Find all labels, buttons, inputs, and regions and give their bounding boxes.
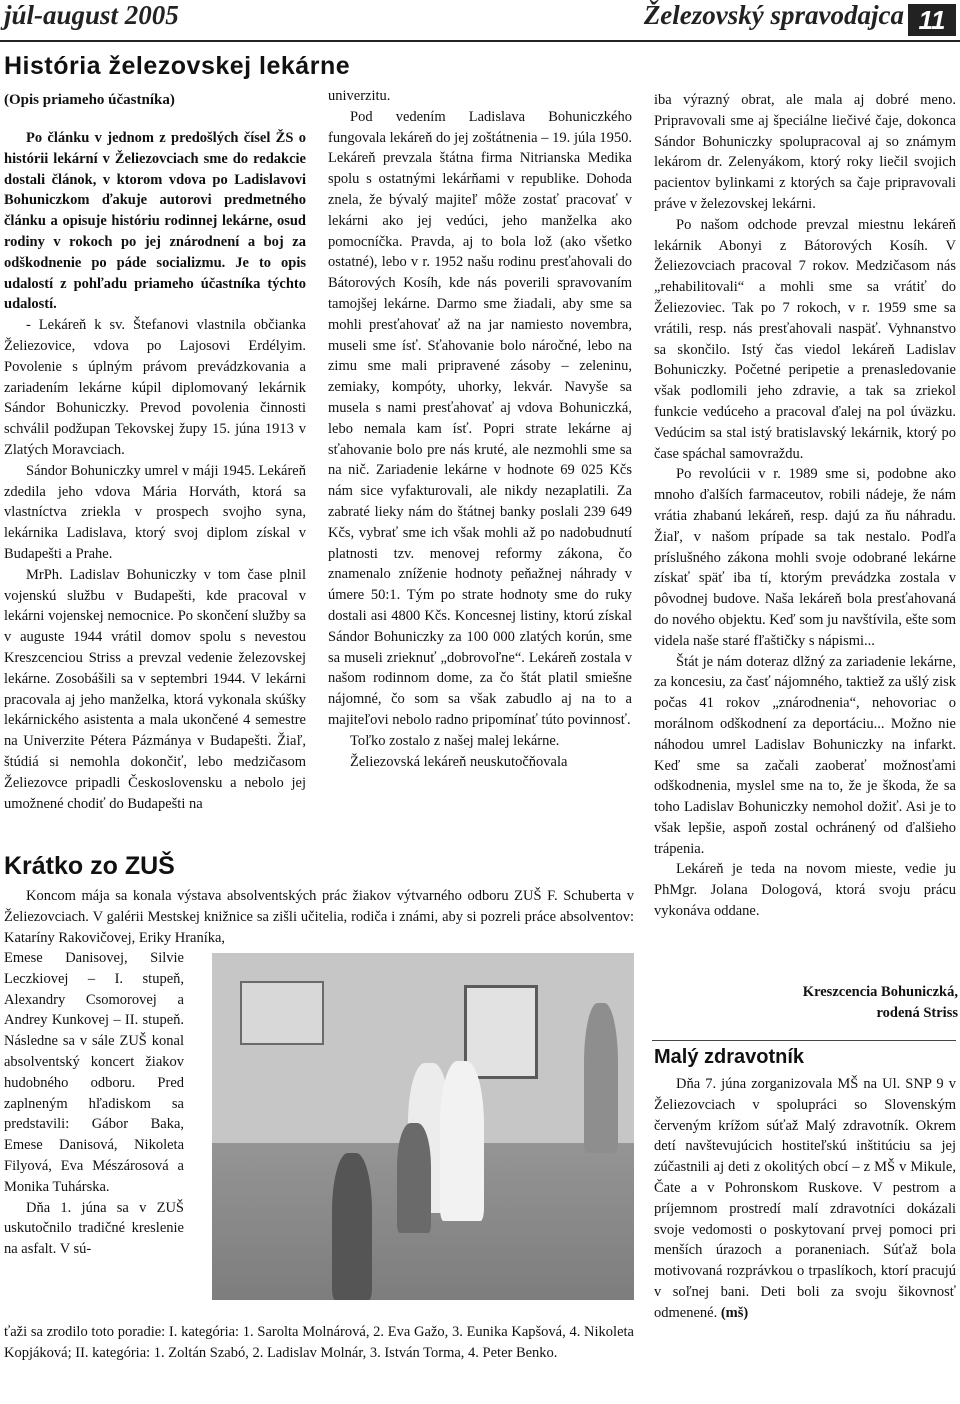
article1-paragraph: Po našom odchode prevzal miestnu lekáreň lekárnik Abonyi z Bátorových Kosíh. V Želiezovciach pracoval 7 rokov. Medzičasom nás „rehabilitovali“ a mohli sme sa vrátiť do Želiezoviec. Tak po 7 rokoch, v r. 1959 sme sa vrátili, resp. nás presťahovali naspäť. Vyhnanstvo sa skončilo. Istý čas viedol lekáreň Ladislav Bohuniczky. Početné peripetie a prenasledovanie však podlomili jeho zdravie, a tak sa zriekol funkcie vedúceho a pracoval ďalej na pol úväzku. Vedúcim sa stal istý bratislavský lekárnik, ktorý po čase spáchal samovraždu.	[654, 216, 956, 462]
signature-maiden-name: rodená Striss	[876, 1004, 958, 1021]
article1-signature	[652, 982, 958, 1024]
article2-left-text-2: Dňa 1. júna sa v ZUŠ uskutočnilo tradičné kreslenie na asfalt. V sú-	[4, 1199, 184, 1258]
article1-paragraph: univerzitu.	[328, 88, 391, 104]
article-title: História železovskej lekárne	[4, 52, 351, 80]
photo-person	[397, 1123, 431, 1233]
article1-paragraph: Pod vedením Ladislava Bohuniczkého fungovala lekáreň do jej zoštátnenia – 19. júla 1950. Lekáreň prevzala štátna firma Nitrianska Medika spolu s ostatnými lekárňami v republike. Dohoda znela, že bývalý majiteľ môže zostať pracovať v lekárni ako jej vedúci, jeho manželka ako pomocníčka. Pravda, aj to bola lož (ako všetko ostatné), lebo v r. 1952 našu rodinu presťahovali do Bátorových Kosíh, kde nás poverili spravovaním tamojšej lekárne. Darmo sme žiadali, aby sme sa mohli presťahovať až na jar namiesto novembra, museli sme ísť. Sťahovanie bolo náročné, lebo na zimu sme mali pripravené zásoby – zeleninu, zemiaky, kompóty, uhorky, lekvár. Navyše sa musela s nami presťahovať aj vdova Bohuniczká, lebo nemala kam ísť. Popri strate lekárne aj sťahovanie bolo pre nás kruté, ale nezmohli sme sa na nič. Zariadenie lekárne v hodnote 69 025 Kčs nám sice vyfakturovali, ale nikdy nezaplatili. Za zabraté lieky nám do štátnej banky poslali 239 649 Kčs, vybrať sme ich však mohli až po nadobudnutí platnosti tzv. menovej reformy zákona, čo znamenalo zníženie hodnoty peňažnej náhrady v úmere 50:1. Tým po strate hodnoty sme do ruky dostali asi 4800 Kčs. Koncesnej listiny, ktorú získal Sándor Bohuniczky za 100 000 zlatých korún, sme sa museli zrieknuť „dobrovoľne“. Lekáreň zostala v našom rodinnom dome, za čo štát platil smiešne nájomné, čo som sa však zabudlo aj na to a majiteľovi nebolo radno pripomínať túto povinnosť.	[328, 108, 632, 728]
article3-title: Malý zdravotník	[654, 1046, 805, 1068]
photo-portrait	[464, 985, 538, 1079]
article1-paragraph: Toľko zostalo z našej malej lekárne.	[350, 732, 560, 749]
concert-photo	[212, 953, 634, 1300]
article3-rule	[652, 1040, 956, 1041]
article1-paragraph: - Lekáreň k sv. Štefanovi vlastnila občianka Želiezovice, vdova po Lajosovi Erdélyim. Povolenie s úplným právom prevádzkovania a zariadením lekárne kúpil diplomovaný lekárnik Sándor Bohuniczky. Prevod povolenia činnosti schválil podžupan Tekovskej župy 15. júna 1913 v Zlatých Moravciach.	[4, 317, 306, 458]
article1-column-2	[328, 86, 632, 772]
article2-intro-text: Koncom mája sa konala výstava absolventských prác žiakov výtvarného odboru ZUŠ F. Schuberta v Želiezovciach. V galérii Mestskej knižnice sa zišli učitelia, rodiča i známi, aby si pozreli práce absolventov: Kataríny Rakovičovej, Eriky Hraníka,	[4, 888, 634, 946]
article1-paragraph: iba výrazný obrat, ale mala aj dobré meno. Pripravovali sme aj špeciálne liečivé čaje, dokonca Sándor Bohuniczky spolupracoval aj so známym lekárom dr. Zelenyákom, ktorý roky liečil svojich pacientov bylinkami z ktorých sa čaje pripravovali práve v železovskej lekárni.	[654, 92, 956, 212]
signature-name: Kreszcencia Bohuniczká,	[802, 984, 958, 1000]
article2-bottom-text: ťaži sa zrodilo toto poradie: I. kategória: 1. Sarolta Molnárová, 2. Eva Gažo, 3. Eunika Kapšová, 4. Nikoleta Kopjáková; II. kategória: 1. Zoltán Szabó, 2. Ladislav Molnár, 3. István Torma, 4. Peter Benko.	[4, 1324, 634, 1361]
article2-title: Krátko zo ZUŠ	[4, 852, 175, 880]
article1-column-1	[4, 128, 306, 814]
article2-left-column	[4, 948, 184, 1260]
article1-paragraph: Štát je nám doteraz dlžný za zariadenie lekárne, za koncesiu, za časť nájomného, taktiež za ušlý zisk počas 41 rokov „znárodnenia“, nehovoriac o morálnom odškodnení za deportáciu... Možno nie náhodou umrel Ladislav Bohuniczky na infarkt. Keď sme sa začali zaoberať možnosťami odškodnenia, myslel sme na to, že je škoda, že sa toho Ladislav Bohuniczky nemohol dožiť. Asi je to však lepšie, aspoň zostal ochránený od ďalšieho trápenia.	[654, 653, 956, 857]
article3-body	[654, 1074, 956, 1324]
article1-paragraph: Želiezovská lekáreň neuskutočňovala	[350, 753, 568, 770]
article-subtitle: (Opis priameho účastníka)	[4, 92, 175, 108]
header-publication: Železovský spravodajca	[643, 0, 904, 30]
article2-intro	[4, 886, 634, 948]
article2-bottom	[4, 1322, 634, 1364]
header-rule	[0, 40, 960, 42]
article1-lead: Po článku v jednom z predošlých čísel ŽS o histórii lekární v Želiezovciach sme do redakcie dostali článok, v ktorom vdova po Ladislavovi Bohuniczkom ďakuje autorovi predmetného článku a opisuje históriu rodinnej lekárne, osud rodiny v rokoch po jej znárodnení a boj za odškodnenie po páde socializmu. Je to opis udalostí z pohľadu priameho účastníka týchto udalostí.	[4, 130, 306, 313]
article2-left-text: Emese Danisovej, Silvie Leczkiovej – I. stupeň, Alexandry Csomorovej a Andrey Kunkovej – II. stupeň. Následne sa v sále ZUŠ konal absolventský koncert žiakov hudobného odboru. Pred zaplneným hľadiskom sa predstavili: Gábor Baka, Emese Danisová, Nikoleta Filyová, Eva Mészárosová a Monika Tuhárska.	[4, 950, 184, 1195]
article1-paragraph: Po revolúcii v r. 1989 sme si, podobne ako mnoho ďalších farmaceutov, robili nádeje, že nám vrátia zhabanú lekáreň, resp. dajú za ňu náhradu. Žiaľ, v našom prípade sa tak nestalo. Podľa príslušného zákona mohli svoje odobrané lekárne získať späť iba tí, ktorým prevádzka zostala v pôvodnej budove. Naša lekáreň bola presťahovaná do nového objektu. Keď som ju navštívila, ešte som videla naše staré fľaštičky s nápismi...	[654, 466, 956, 649]
page-number: 11	[908, 4, 956, 36]
article1-paragraph: Lekáreň je teda na novom mieste, vedie ju PhMgr. Jolana Dologová, ktorá svoju prácu vykonáva oddane.	[654, 861, 956, 920]
photo-frame	[240, 981, 324, 1045]
photo-person	[332, 1153, 372, 1300]
header-date: júl-august 2005	[4, 0, 179, 30]
article3-text: Dňa 7. júna zorganizovala MŠ na Ul. SNP 9 v Želiezovciach v spolupráci so Slovenským červeným krížom súťaž Malý zdravotník. Okrem detí navštevujúcich hostiteľskú inštitúciu sa jej zúčastnili aj deti z okolitých obcí – z MŠ v Mikule, Čate a v Pohronskom Ruskove. V pestrom a príjemnom prostredí malí zdravotníci dokázali svoje vedomosti o poskytovaní prvej pomoci pri menších úrazoch a poraneniach. Súťaž bola motivovaná rozprávkou o trpaslíkoch, ktorí pracujú v soľnej bani. Deti boli za svoju šikovnosť odmenené.	[654, 1076, 956, 1321]
article3-signature: (mš)	[720, 1304, 749, 1321]
article1-paragraph: Sándor Bohuniczky umrel v máji 1945. Lekáreň zdedila jeho vdova Mária Horváth, ktorá sa vlastníctva zriekla v prospech svojho syna, lekárnika Ladislava, ktorý svoj diplom získal v Budapešti a Prahe.	[4, 462, 306, 562]
photo-person	[440, 1061, 484, 1221]
article1-paragraph: MrPh. Ladislav Bohuniczky v tom čase plnil vojenskú službu v Budapešti, kde pracoval v lekárni vojenskej nemocnice. Po skončení služby sa v auguste 1944 vrátil domov spolu s nevestou Kreszcenciou Striss a prevzal vedenie železovskej lekárne. Zosobášili sa v septembri 1944. V lekárni pracovala aj jeho manželka, ktorá vykonala skúšky lekárnického asistenta a mala ukončené 4 semestre na Univerzite Pétera Pázmánya v Budapešti. Žiaľ, štúdiá si nemohla dokončiť, lebo medzičasom Želiezovce pripadli Československu a nebolo jej umožnené chodiť do Budapešti na	[4, 566, 306, 812]
photo-person	[584, 1003, 618, 1153]
article1-column-3	[654, 90, 956, 922]
